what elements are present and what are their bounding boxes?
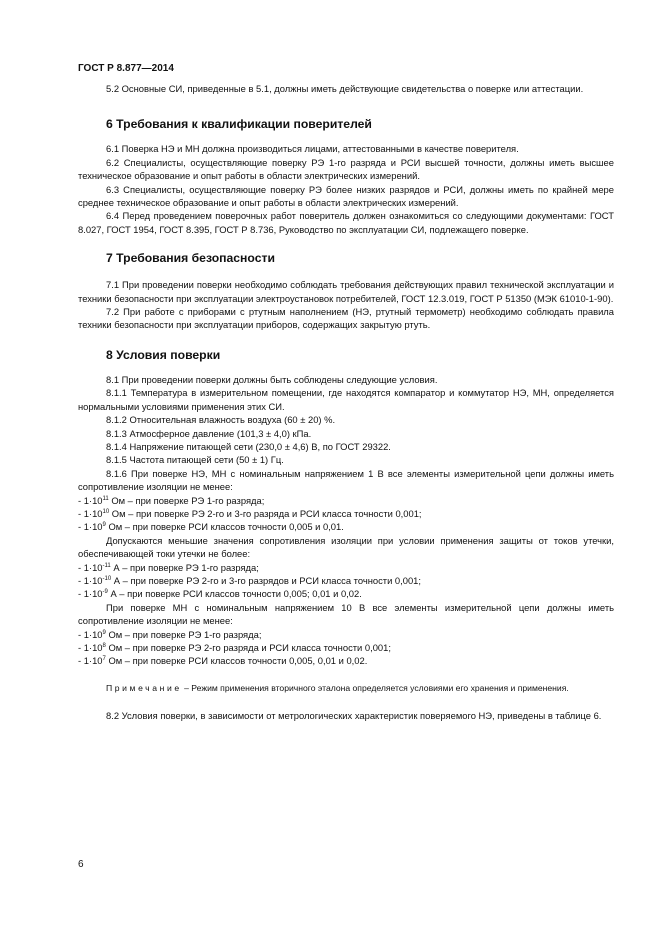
item-exponent: -10 — [102, 575, 112, 582]
item-text: Ом – при поверке РСИ классов точности 0,005, 0,01 и 0,02. — [105, 655, 368, 667]
paragraph-6-1: 6.1 Поверка НЭ и МН должна производиться лицами, аттестованными в качестве поверителя. — [106, 143, 519, 155]
item-exponent: 9 — [102, 522, 106, 529]
paragraph-6-2: 6.2 Специалисты, осуществляющие поверку РЭ 1-го разряда и РСИ высшей точности, должны иметь высшее техническое образование и опыт работы в области электрических измерений. — [78, 156, 614, 182]
paragraph-7-2: 7.2 При работе с приборами с ртутным наполнением (НЭ, ртутный термометр) необходимо соблюдать правила техники безопасности при эксплуатации приборов, содержащих закрытую ртуть. — [78, 306, 614, 331]
insulation-item-10v-2 — [78, 641, 614, 654]
paragraph-8-1-5: 8.1.5 Частота питающей сети (50 ± 1) Гц. — [106, 454, 284, 466]
note-label: Примечание — [106, 682, 182, 693]
item-text: А – при поверке РЭ 1-го разряда; — [110, 561, 259, 573]
paragraph-8-1-6: 8.1.6 При поверке НЭ, МН с номинальным напряжением 1 В все элементы измерительной цепи должны иметь сопротивление изоляции не менее: — [78, 467, 614, 493]
item-exponent: 10 — [102, 508, 110, 515]
paragraph-6-4: 6.4 Перед проведением поверочных работ поверитель должен ознакомиться со следующими документами: ГОСТ 8.027, ГОСТ 1954, ГОСТ 8.395, ГОСТ Р 8.736, Руководство по эксплуатации СИ, подлежащего поверке. — [78, 210, 614, 235]
item-base: - 1·10 — [78, 561, 103, 573]
insulation-item-1v-1 — [78, 494, 614, 507]
insulation-item-1v-2 — [78, 507, 614, 520]
item-base: - 1·10 — [78, 628, 103, 640]
item-text: А – при поверке РЭ 2-го и 3-го разрядов и РСИ класса точности 0,001; — [111, 574, 421, 586]
leakage-item-2 — [78, 574, 614, 587]
document-body — [78, 82, 614, 722]
item-text: Ом – при поверке РЭ 1-го разряда; — [105, 628, 262, 640]
item-exponent: -11 — [102, 562, 111, 569]
paragraph-8-1-2: 8.1.2 Относительная влажность воздуха (60 ± 20) %. — [106, 414, 336, 426]
insulation-item-10v-1 — [78, 628, 614, 641]
insulation-item-1v-3 — [78, 520, 614, 533]
item-text: Ом – при поверке РЭ 2-го разряда и РСИ класса точности 0,001; — [105, 642, 391, 653]
insulation-item-10v-3 — [78, 654, 614, 667]
item-exponent: 11 — [102, 495, 109, 502]
paragraph-5-2: 5.2 Основные СИ, приведенные в 5.1, должны иметь действующие свидетельства о поверке или аттестации. — [106, 83, 584, 94]
item-text: Ом – при поверке РЭ 2-го и 3-го разряда и РСИ класса точности 0,001; — [109, 507, 422, 519]
paragraph-6-3: 6.3 Специалисты, осуществляющие поверку РЭ более низких разрядов и РСИ, должны иметь по крайней мере среднее техническое образование и опыт работы в области электрических измерений. — [78, 183, 614, 209]
section-6-heading: 6 Требования к квалификации поверителей — [106, 117, 372, 132]
leakage-item-3 — [78, 587, 614, 600]
paragraph-leakage: Допускаются меньшие значения сопротивления изоляции при условии применения защиты от токов утечки, обеспечивающей токи утечки не более: — [78, 534, 614, 560]
leakage-item-1 — [78, 561, 614, 574]
item-base: - 1·10 — [78, 521, 103, 533]
paragraph-8-1-3: 8.1.3 Атмосферное давление (101,3 ± 4,0) кПа. — [106, 427, 312, 439]
paragraph-8-1: 8.1 При проведении поверки должны быть соблюдены следующие условия. — [106, 373, 438, 385]
section-8-heading: 8 Условия поверки — [106, 347, 221, 362]
item-text: Ом – при поверке РСИ классов точности 0,005 и 0,01. — [105, 521, 344, 533]
item-exponent: 8 — [102, 643, 106, 649]
item-text: А – при поверке РСИ классов точности 0,005; 0,01 и 0,02. — [107, 588, 362, 600]
item-base: - 1·10 — [78, 494, 103, 506]
item-exponent: 9 — [102, 629, 106, 636]
document-header: ГОСТ Р 8.877—2014 — [78, 63, 174, 74]
item-base: - 1·10 — [78, 507, 103, 519]
item-base: - 1·10 — [78, 588, 103, 600]
item-exponent: -9 — [102, 589, 108, 596]
note — [78, 682, 614, 694]
item-base: - 1·10 — [78, 655, 103, 667]
item-exponent: 7 — [102, 656, 106, 663]
paragraph-8-1-4: 8.1.4 Напряжение питающей сети (230,0 ± 4,6) В, по ГОСТ 29322. — [106, 440, 391, 452]
page-number: 6 — [78, 859, 84, 870]
paragraph-8-1-1: 8.1.1 Температура в измерительном помещении, где находятся компаратор и коммутатор НЭ, МН, определяется нормальными условиями применения этих СИ. — [78, 387, 614, 412]
item-base: - 1·10 — [78, 574, 103, 586]
paragraph-mn-10v: При поверке МН с номинальным напряжением 10 В все элементы измерительной цепи должны иметь сопротивление изоляции не менее: — [78, 601, 614, 627]
item-base: - 1·10 — [78, 642, 103, 653]
item-text: Ом – при поверке РЭ 1-го разряда; — [108, 494, 265, 506]
note-text: – Режим применения вторичного эталона определяется условиями его хранения и применения. — [181, 682, 569, 693]
paragraph-8-2: 8.2 Условия поверки, в зависимости от метрологических характеристик поверяемого НЭ, приведены в таблице 6. — [106, 709, 602, 721]
section-7-heading: 7 Требования безопасности — [106, 251, 275, 266]
paragraph-7-1: 7.1 При проведении поверки необходимо соблюдать требования действующих правил технической эксплуатации и техники безопасности при эксплуатации электроустановок потребителей, ГОСТ 12.3.019, ГОСТ Р 51350 (МЭК 61010-1-90). — [78, 279, 614, 304]
